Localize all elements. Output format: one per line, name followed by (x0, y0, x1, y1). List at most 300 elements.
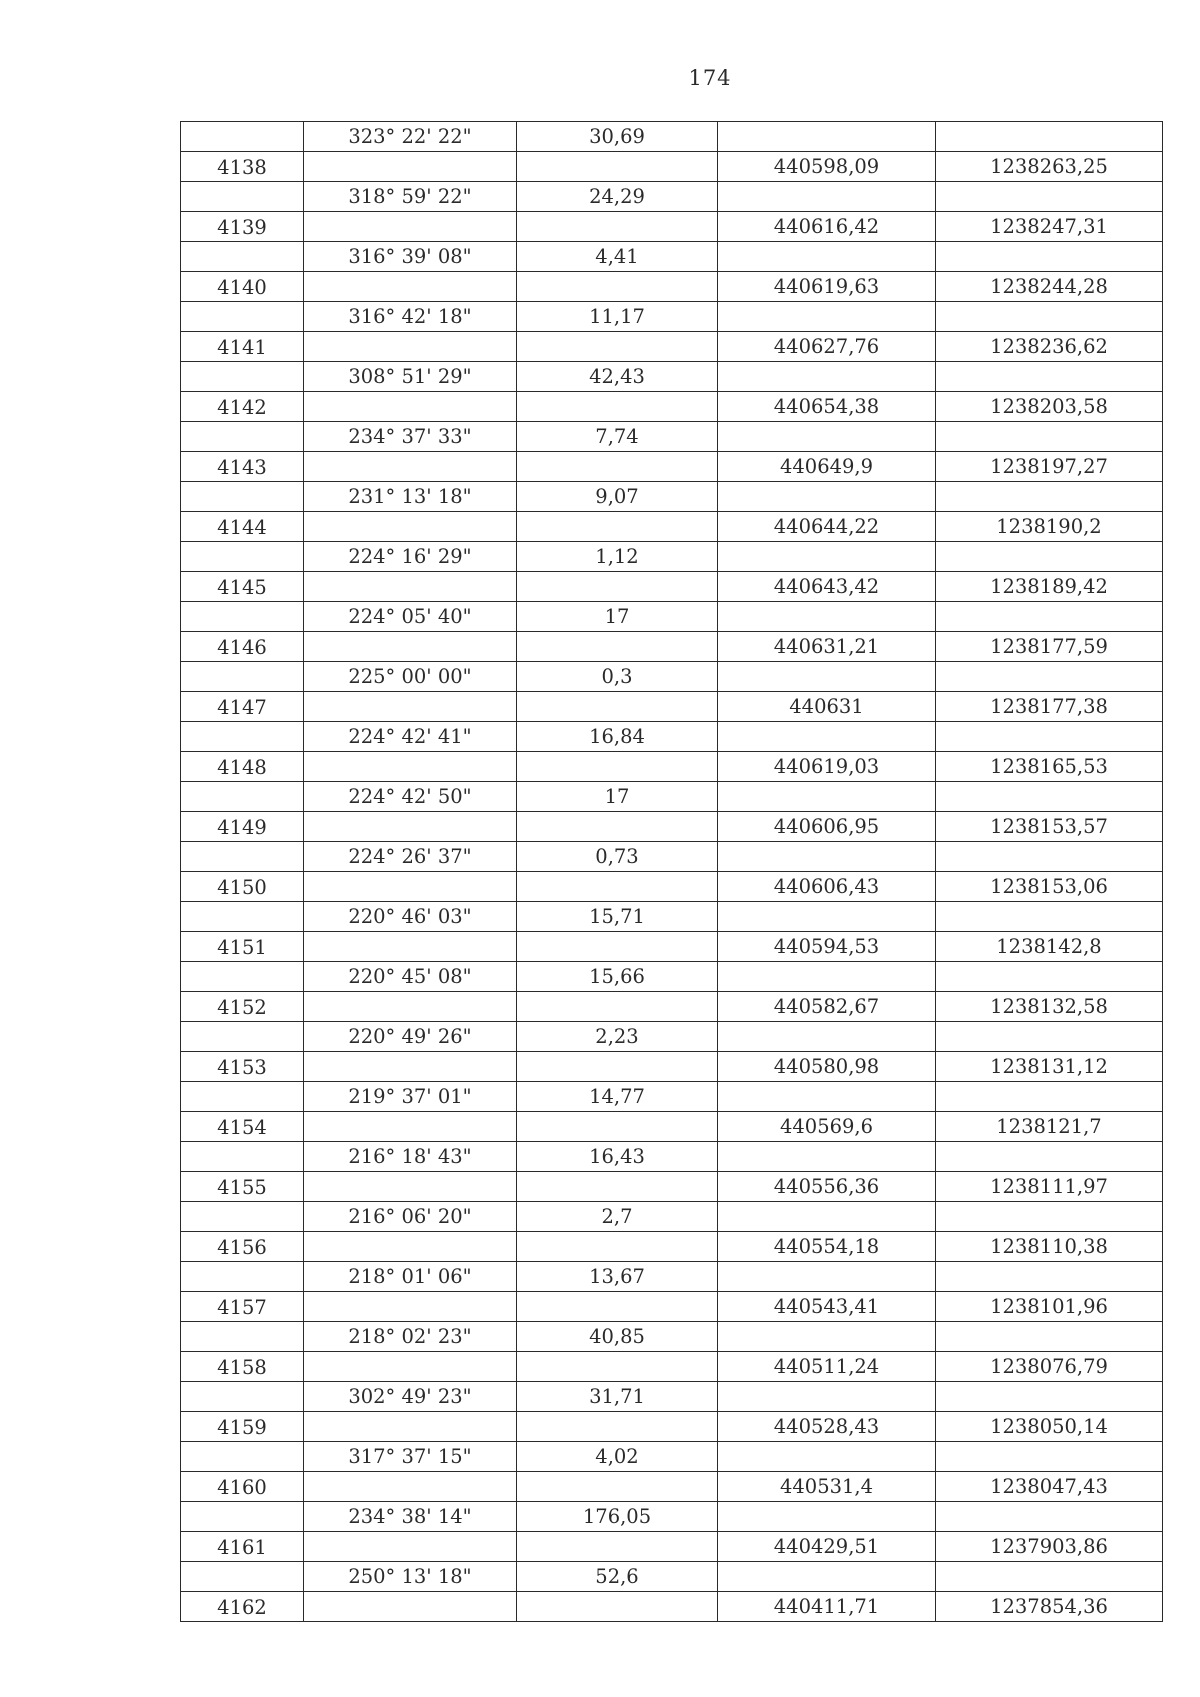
point-number-cell: 4156 (181, 1232, 304, 1262)
segment-row (181, 662, 1163, 692)
point-cell-empty (181, 782, 304, 812)
y-cell-empty (936, 1382, 1163, 1412)
point-row (181, 1412, 1163, 1442)
distance-cell: 11,17 (517, 302, 718, 332)
distance-cell: 17 (517, 782, 718, 812)
bearing-cell: 216° 06' 20" (304, 1202, 517, 1232)
bearing-cell-empty (304, 932, 517, 962)
point-row (181, 1472, 1163, 1502)
bearing-cell: 224° 42' 41" (304, 722, 517, 752)
x-coordinate-cell: 440554,18 (718, 1232, 936, 1262)
distance-cell: 52,6 (517, 1562, 718, 1592)
y-cell-empty (936, 1262, 1163, 1292)
point-cell-empty (181, 1382, 304, 1412)
segment-row (181, 1142, 1163, 1172)
x-cell-empty (718, 482, 936, 512)
bearing-cell-empty (304, 1052, 517, 1082)
point-number-cell: 4158 (181, 1352, 304, 1382)
bearing-cell: 316° 42' 18" (304, 302, 517, 332)
segment-row (181, 242, 1163, 272)
distance-cell: 2,7 (517, 1202, 718, 1232)
point-number-cell: 4141 (181, 332, 304, 362)
x-cell-empty (718, 962, 936, 992)
bearing-cell-empty (304, 632, 517, 662)
y-coordinate-cell: 1238244,28 (936, 272, 1163, 302)
bearing-cell-empty (304, 692, 517, 722)
distance-cell: 17 (517, 602, 718, 632)
point-cell-empty (181, 602, 304, 632)
y-cell-empty (936, 182, 1163, 212)
point-row (181, 1292, 1163, 1322)
y-coordinate-cell: 1238263,25 (936, 152, 1163, 182)
point-cell-empty (181, 1142, 304, 1172)
point-row (181, 152, 1163, 182)
x-coordinate-cell: 440631 (718, 692, 936, 722)
bearing-cell-empty (304, 872, 517, 902)
y-cell-empty (936, 1562, 1163, 1592)
distance-cell-empty (517, 1592, 718, 1622)
y-coordinate-cell: 1238177,59 (936, 632, 1163, 662)
x-coordinate-cell: 440594,53 (718, 932, 936, 962)
y-cell-empty (936, 602, 1163, 632)
distance-cell-empty (517, 932, 718, 962)
bearing-cell-empty (304, 272, 517, 302)
y-coordinate-cell: 1238047,43 (936, 1472, 1163, 1502)
bearing-cell: 218° 02' 23" (304, 1322, 517, 1352)
distance-cell: 0,73 (517, 842, 718, 872)
distance-cell: 42,43 (517, 362, 718, 392)
y-cell-empty (936, 542, 1163, 572)
point-cell-empty (181, 662, 304, 692)
y-coordinate-cell: 1237903,86 (936, 1532, 1163, 1562)
bearing-cell-empty (304, 212, 517, 242)
bearing-cell: 231° 13' 18" (304, 482, 517, 512)
distance-cell-empty (517, 332, 718, 362)
x-coordinate-cell: 440643,42 (718, 572, 936, 602)
bearing-cell-empty (304, 152, 517, 182)
x-cell-empty (718, 1382, 936, 1412)
y-coordinate-cell: 1238236,62 (936, 332, 1163, 362)
x-coordinate-cell: 440649,9 (718, 452, 936, 482)
point-row (181, 1112, 1163, 1142)
segment-row (181, 1082, 1163, 1112)
x-cell-empty (718, 1022, 936, 1052)
y-cell-empty (936, 722, 1163, 752)
x-coordinate-cell: 440619,63 (718, 272, 936, 302)
bearing-cell: 234° 37' 33" (304, 422, 517, 452)
point-number-cell: 4140 (181, 272, 304, 302)
x-cell-empty (718, 782, 936, 812)
point-row (181, 572, 1163, 602)
point-cell-empty (181, 1322, 304, 1352)
distance-cell-empty (517, 392, 718, 422)
point-number-cell: 4161 (181, 1532, 304, 1562)
distance-cell: 9,07 (517, 482, 718, 512)
point-row (181, 332, 1163, 362)
point-row (181, 932, 1163, 962)
x-cell-empty (718, 1202, 936, 1232)
distance-cell-empty (517, 992, 718, 1022)
y-coordinate-cell: 1238142,8 (936, 932, 1163, 962)
point-cell-empty (181, 722, 304, 752)
point-cell-empty (181, 962, 304, 992)
point-number-cell: 4160 (181, 1472, 304, 1502)
point-cell-empty (181, 1502, 304, 1532)
distance-cell: 13,67 (517, 1262, 718, 1292)
point-number-cell: 4150 (181, 872, 304, 902)
bearing-cell-empty (304, 392, 517, 422)
x-coordinate-cell: 440616,42 (718, 212, 936, 242)
point-number-cell: 4144 (181, 512, 304, 542)
x-coordinate-cell: 440411,71 (718, 1592, 936, 1622)
segment-row (181, 602, 1163, 632)
x-coordinate-cell: 440598,09 (718, 152, 936, 182)
y-coordinate-cell: 1238153,57 (936, 812, 1163, 842)
x-cell-empty (718, 1322, 936, 1352)
x-cell-empty (718, 902, 936, 932)
bearing-cell-empty (304, 992, 517, 1022)
point-number-cell: 4148 (181, 752, 304, 782)
distance-cell-empty (517, 512, 718, 542)
x-coordinate-cell: 440619,03 (718, 752, 936, 782)
x-cell-empty (718, 182, 936, 212)
x-cell-empty (718, 362, 936, 392)
coordinate-table (180, 121, 1163, 1622)
distance-cell-empty (517, 1472, 718, 1502)
point-row (181, 1232, 1163, 1262)
x-cell-empty (718, 1142, 936, 1172)
point-row (181, 872, 1163, 902)
segment-row (181, 422, 1163, 452)
y-cell-empty (936, 1082, 1163, 1112)
y-cell-empty (936, 662, 1163, 692)
bearing-cell-empty (304, 1412, 517, 1442)
segment-row (181, 1562, 1163, 1592)
bearing-cell: 218° 01' 06" (304, 1262, 517, 1292)
bearing-cell-empty (304, 752, 517, 782)
distance-cell: 4,41 (517, 242, 718, 272)
bearing-cell-empty (304, 1472, 517, 1502)
x-cell-empty (718, 542, 936, 572)
x-coordinate-cell: 440644,22 (718, 512, 936, 542)
bearing-cell-empty (304, 1592, 517, 1622)
bearing-cell: 234° 38' 14" (304, 1502, 517, 1532)
x-coordinate-cell: 440627,76 (718, 332, 936, 362)
y-coordinate-cell: 1238111,97 (936, 1172, 1163, 1202)
distance-cell: 7,74 (517, 422, 718, 452)
point-number-cell: 4143 (181, 452, 304, 482)
y-cell-empty (936, 782, 1163, 812)
bearing-cell-empty (304, 1172, 517, 1202)
y-cell-empty (936, 1442, 1163, 1472)
distance-cell: 15,71 (517, 902, 718, 932)
y-cell-empty (936, 1142, 1163, 1172)
distance-cell: 16,84 (517, 722, 718, 752)
y-coordinate-cell: 1238247,31 (936, 212, 1163, 242)
distance-cell-empty (517, 212, 718, 242)
y-coordinate-cell: 1238197,27 (936, 452, 1163, 482)
point-number-cell: 4152 (181, 992, 304, 1022)
point-number-cell: 4157 (181, 1292, 304, 1322)
x-cell-empty (718, 1262, 936, 1292)
y-coordinate-cell: 1238203,58 (936, 392, 1163, 422)
distance-cell: 30,69 (517, 122, 718, 152)
segment-row (181, 1382, 1163, 1412)
segment-row (181, 542, 1163, 572)
y-coordinate-cell: 1238050,14 (936, 1412, 1163, 1442)
segment-row (181, 962, 1163, 992)
x-coordinate-cell: 440528,43 (718, 1412, 936, 1442)
y-cell-empty (936, 422, 1163, 452)
y-cell-empty (936, 962, 1163, 992)
x-coordinate-cell: 440543,41 (718, 1292, 936, 1322)
segment-row (181, 362, 1163, 392)
segment-row (181, 1502, 1163, 1532)
point-cell-empty (181, 1202, 304, 1232)
x-coordinate-cell: 440511,24 (718, 1352, 936, 1382)
distance-cell: 0,3 (517, 662, 718, 692)
point-number-cell: 4149 (181, 812, 304, 842)
x-cell-empty (718, 122, 936, 152)
y-cell-empty (936, 302, 1163, 332)
y-coordinate-cell: 1238189,42 (936, 572, 1163, 602)
point-number-cell: 4151 (181, 932, 304, 962)
distance-cell-empty (517, 1172, 718, 1202)
segment-row (181, 1022, 1163, 1052)
bearing-cell: 220° 49' 26" (304, 1022, 517, 1052)
y-cell-empty (936, 1022, 1163, 1052)
distance-cell-empty (517, 152, 718, 182)
bearing-cell: 224° 05' 40" (304, 602, 517, 632)
point-cell-empty (181, 1082, 304, 1112)
distance-cell-empty (517, 1232, 718, 1262)
y-cell-empty (936, 362, 1163, 392)
y-coordinate-cell: 1238190,2 (936, 512, 1163, 542)
y-cell-empty (936, 242, 1163, 272)
y-cell-empty (936, 1502, 1163, 1532)
bearing-cell: 318° 59' 22" (304, 182, 517, 212)
point-number-cell: 4162 (181, 1592, 304, 1622)
distance-cell-empty (517, 1352, 718, 1382)
point-cell-empty (181, 362, 304, 392)
distance-cell-empty (517, 872, 718, 902)
x-cell-empty (718, 722, 936, 752)
point-cell-empty (181, 122, 304, 152)
bearing-cell: 220° 46' 03" (304, 902, 517, 932)
point-row (181, 752, 1163, 782)
point-cell-empty (181, 242, 304, 272)
bearing-cell: 316° 39' 08" (304, 242, 517, 272)
y-coordinate-cell: 1238153,06 (936, 872, 1163, 902)
bearing-cell: 323° 22' 22" (304, 122, 517, 152)
y-coordinate-cell: 1238132,58 (936, 992, 1163, 1022)
x-coordinate-cell: 440654,38 (718, 392, 936, 422)
distance-cell: 15,66 (517, 962, 718, 992)
y-cell-empty (936, 482, 1163, 512)
y-coordinate-cell: 1238121,7 (936, 1112, 1163, 1142)
x-coordinate-cell: 440582,67 (718, 992, 936, 1022)
point-cell-empty (181, 482, 304, 512)
bearing-cell: 302° 49' 23" (304, 1382, 517, 1412)
segment-row (181, 1262, 1163, 1292)
point-row (181, 1532, 1163, 1562)
point-number-cell: 4154 (181, 1112, 304, 1142)
bearing-cell-empty (304, 452, 517, 482)
y-coordinate-cell: 1238165,53 (936, 752, 1163, 782)
x-coordinate-cell: 440580,98 (718, 1052, 936, 1082)
bearing-cell: 224° 26' 37" (304, 842, 517, 872)
point-row (181, 392, 1163, 422)
point-row (181, 1172, 1163, 1202)
x-cell-empty (718, 1502, 936, 1532)
segment-row (181, 1202, 1163, 1232)
segment-row (181, 1442, 1163, 1472)
x-coordinate-cell: 440569,6 (718, 1112, 936, 1142)
distance-cell-empty (517, 1532, 718, 1562)
point-row (181, 1052, 1163, 1082)
point-number-cell: 4138 (181, 152, 304, 182)
distance-cell-empty (517, 272, 718, 302)
segment-row (181, 302, 1163, 332)
y-coordinate-cell: 1238101,96 (936, 1292, 1163, 1322)
segment-row (181, 482, 1163, 512)
x-cell-empty (718, 1442, 936, 1472)
point-number-cell: 4146 (181, 632, 304, 662)
point-row (181, 692, 1163, 722)
distance-cell: 1,12 (517, 542, 718, 572)
bearing-cell: 250° 13' 18" (304, 1562, 517, 1592)
bearing-cell-empty (304, 1352, 517, 1382)
point-number-cell: 4142 (181, 392, 304, 422)
y-coordinate-cell: 1238110,38 (936, 1232, 1163, 1262)
x-cell-empty (718, 422, 936, 452)
x-cell-empty (718, 842, 936, 872)
distance-cell: 2,23 (517, 1022, 718, 1052)
distance-cell-empty (517, 752, 718, 782)
y-coordinate-cell: 1238177,38 (936, 692, 1163, 722)
point-cell-empty (181, 1022, 304, 1052)
bearing-cell: 216° 18' 43" (304, 1142, 517, 1172)
y-cell-empty (936, 842, 1163, 872)
point-cell-empty (181, 902, 304, 932)
point-number-cell: 4155 (181, 1172, 304, 1202)
bearing-cell: 308° 51' 29" (304, 362, 517, 392)
distance-cell: 16,43 (517, 1142, 718, 1172)
bearing-cell-empty (304, 1112, 517, 1142)
distance-cell-empty (517, 692, 718, 722)
y-coordinate-cell: 1238076,79 (936, 1352, 1163, 1382)
point-cell-empty (181, 302, 304, 332)
distance-cell-empty (517, 812, 718, 842)
point-cell-empty (181, 1442, 304, 1472)
point-row (181, 1352, 1163, 1382)
segment-row (181, 902, 1163, 932)
x-coordinate-cell: 440606,95 (718, 812, 936, 842)
x-cell-empty (718, 602, 936, 632)
distance-cell: 40,85 (517, 1322, 718, 1352)
distance-cell: 4,02 (517, 1442, 718, 1472)
x-cell-empty (718, 302, 936, 332)
point-row (181, 632, 1163, 662)
point-number-cell: 4139 (181, 212, 304, 242)
distance-cell: 31,71 (517, 1382, 718, 1412)
distance-cell-empty (517, 572, 718, 602)
segment-row (181, 842, 1163, 872)
distance-cell-empty (517, 1292, 718, 1322)
distance-cell-empty (517, 632, 718, 662)
distance-cell: 24,29 (517, 182, 718, 212)
distance-cell-empty (517, 1052, 718, 1082)
point-row (181, 452, 1163, 482)
y-coordinate-cell: 1237854,36 (936, 1592, 1163, 1622)
bearing-cell-empty (304, 332, 517, 362)
segment-row (181, 182, 1163, 212)
x-cell-empty (718, 1562, 936, 1592)
point-cell-empty (181, 842, 304, 872)
bearing-cell-empty (304, 1292, 517, 1322)
x-coordinate-cell: 440531,4 (718, 1472, 936, 1502)
bearing-cell: 220° 45' 08" (304, 962, 517, 992)
point-number-cell: 4159 (181, 1412, 304, 1442)
distance-cell-empty (517, 452, 718, 482)
y-cell-empty (936, 1322, 1163, 1352)
point-cell-empty (181, 422, 304, 452)
point-row (181, 212, 1163, 242)
point-number-cell: 4145 (181, 572, 304, 602)
x-coordinate-cell: 440606,43 (718, 872, 936, 902)
y-cell-empty (936, 902, 1163, 932)
point-row (181, 512, 1163, 542)
coordinate-table-body (181, 122, 1163, 1622)
point-row (181, 812, 1163, 842)
x-coordinate-cell: 440429,51 (718, 1532, 936, 1562)
segment-row (181, 782, 1163, 812)
distance-cell: 14,77 (517, 1082, 718, 1112)
x-cell-empty (718, 1082, 936, 1112)
point-cell-empty (181, 182, 304, 212)
point-cell-empty (181, 1562, 304, 1592)
segment-row (181, 722, 1163, 752)
segment-row (181, 122, 1163, 152)
point-row (181, 1592, 1163, 1622)
bearing-cell-empty (304, 1232, 517, 1262)
bearing-cell-empty (304, 572, 517, 602)
x-cell-empty (718, 242, 936, 272)
page-number: 174 (688, 66, 732, 90)
bearing-cell-empty (304, 1532, 517, 1562)
distance-cell-empty (517, 1112, 718, 1142)
y-cell-empty (936, 122, 1163, 152)
x-coordinate-cell: 440631,21 (718, 632, 936, 662)
distance-cell-empty (517, 1412, 718, 1442)
bearing-cell: 219° 37' 01" (304, 1082, 517, 1112)
bearing-cell-empty (304, 812, 517, 842)
point-number-cell: 4153 (181, 1052, 304, 1082)
distance-cell: 176,05 (517, 1502, 718, 1532)
point-row (181, 272, 1163, 302)
bearing-cell: 225° 00' 00" (304, 662, 517, 692)
x-cell-empty (718, 662, 936, 692)
point-number-cell: 4147 (181, 692, 304, 722)
point-row (181, 992, 1163, 1022)
bearing-cell: 224° 16' 29" (304, 542, 517, 572)
point-cell-empty (181, 1262, 304, 1292)
y-cell-empty (936, 1202, 1163, 1232)
point-cell-empty (181, 542, 304, 572)
y-coordinate-cell: 1238131,12 (936, 1052, 1163, 1082)
bearing-cell: 317° 37' 15" (304, 1442, 517, 1472)
bearing-cell: 224° 42' 50" (304, 782, 517, 812)
